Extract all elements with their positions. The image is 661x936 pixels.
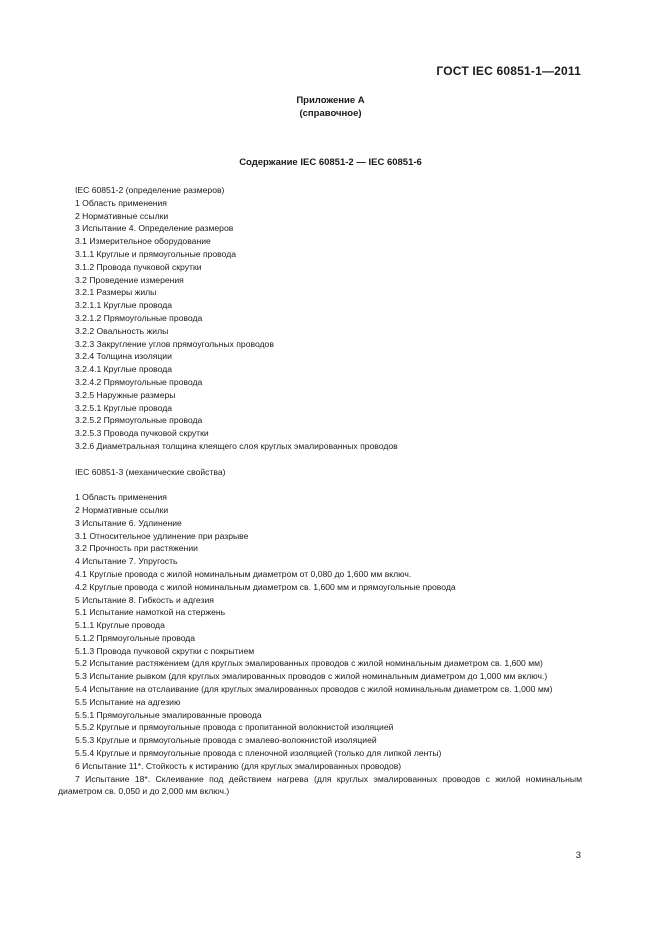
toc-item-5-3: 5.3 Испытание рывком (для круглых эмалированных проводов с жилой номинальным диаметром до 1,000 мм включ.): [75, 671, 548, 682]
part3-list-b: [58, 696, 582, 773]
toc-item: 5.1.2 Прямоугольные провода: [75, 632, 196, 643]
toc-item: 5.1.1 Круглые провода: [75, 620, 165, 631]
toc-item: 3.2.4.1 Круглые провода: [75, 364, 173, 375]
toc-item: 5.5 Испытание на адгезию: [75, 696, 181, 707]
toc-item: 3.2.3 Закругление углов прямоугольных проводов: [75, 338, 274, 349]
part3-heading: IEC 60851-3 (механические свойства): [75, 466, 226, 477]
toc-item: 5.1.3 Провода пучковой скрутки с покрытием: [75, 645, 255, 656]
toc-item: 3 Испытание 6. Удлинение: [75, 517, 182, 528]
toc-item: 3.2.6 Диаметральная толщина клеящего слоя круглых эмалированных проводов: [75, 440, 398, 451]
toc-item: 4.1 Круглые провода с жилой номинальным диаметром от 0,080 до 1,600 мм включ.: [75, 568, 412, 579]
toc-item: 3.2.1.2 Прямоугольные провода: [75, 312, 203, 323]
toc-item-7: 7 Испытание 18*. Склеивание под действием нагрева (для круглых эмалированных проводов с жилой номинальным диаметром св. 0,050 и до 2,000 мм включ.): [58, 773, 582, 797]
toc-item: 5.5.2 Круглые и прямоугольные провода с пропитанной волокнистой изоляцией: [75, 722, 394, 733]
toc-item: 4 Испытание 7. Упругость: [75, 556, 178, 567]
toc-item: 2 Нормативные ссылки: [75, 210, 169, 221]
toc-item: 3.2.2 Овальность жилы: [75, 325, 169, 336]
toc-item: 3.2.1.1 Круглые провода: [75, 300, 173, 311]
toc-item: 4.2 Круглые провода с жилой номинальным диаметром св. 1,600 мм и прямоугольные провода: [75, 581, 456, 592]
toc-item: 3 Испытание 4. Определение размеров: [75, 223, 234, 234]
annex-title: Приложение А: [296, 95, 365, 106]
annex-heading: [0, 94, 661, 120]
toc-item: 3.2.5.3 Провода пучковой скрутки: [75, 428, 209, 439]
part2-heading: IEC 60851-2 (определение размеров): [75, 185, 225, 195]
toc-item: 3.2 Прочность при растяжении: [75, 543, 198, 554]
toc-item: 3.2.1 Размеры жилы: [75, 287, 157, 298]
toc-item: 3.1.1 Круглые и прямоугольные провода: [75, 248, 237, 259]
toc-item: 3.1.2 Провода пучковой скрутки: [75, 261, 202, 272]
toc-item-5-2: 5.2 Испытание растяжением (для круглых эмалированных проводов с жилой номинальным диаметром св. 1,600 мм): [75, 658, 543, 669]
toc-item: 3.2 Проведение измерения: [75, 274, 184, 285]
part2-list: [58, 197, 582, 453]
toc-item: 5 Испытание 8. Гибкость и адгезия: [75, 594, 214, 605]
toc-item: 3.2.4.2 Прямоугольные провода: [75, 376, 203, 387]
toc-item: 1 Область применения: [75, 492, 167, 503]
toc-item: 3.2.4 Толщина изоляции: [75, 351, 172, 362]
spacer: [58, 453, 582, 466]
spacer: [58, 478, 582, 491]
toc-item: 3.2.5.2 Прямоугольные провода: [75, 415, 203, 426]
toc-item: 5.5.1 Прямоугольные эмалированные провода: [75, 709, 262, 720]
toc-item: 6 Испытание 11*. Стойкость к истиранию (для круглых эмалированных проводов): [75, 760, 402, 771]
toc-item: 3.2.5 Наружные размеры: [75, 389, 176, 400]
part3-list-a: [58, 491, 582, 657]
toc-title: Содержание IEC 60851-2 — IEC 60851-6: [239, 157, 422, 168]
toc-item: 5.5.4 Круглые и прямоугольные провода с пленочной изоляцией (только для липкой ленты): [75, 748, 442, 759]
toc-item: 5.1 Испытание намоткой на стержень: [75, 607, 226, 618]
toc-item: 3.2.5.1 Круглые провода: [75, 402, 173, 413]
standard-code: ГОСТ IEC 60851-1—2011: [436, 64, 581, 78]
toc-item: 3.1 Относительное удлинение при разрыве: [75, 530, 249, 541]
toc-content: [58, 184, 582, 798]
toc-item-5-4: 5.4 Испытание на отслаивание (для круглых эмалированных проводов с жилой номинальным диаметром св. 1,000 мм): [75, 684, 553, 695]
toc-item: 5.5.3 Круглые и прямоугольные провода с эмалево-волокнистой изоляцией: [75, 735, 377, 746]
toc-item: 1 Область применения: [75, 197, 167, 208]
page-number: 3: [575, 850, 581, 861]
annex-subtitle: (справочное): [299, 108, 362, 119]
toc-item: 3.1 Измерительное оборудование: [75, 236, 211, 247]
toc-item: 2 Нормативные ссылки: [75, 504, 169, 515]
